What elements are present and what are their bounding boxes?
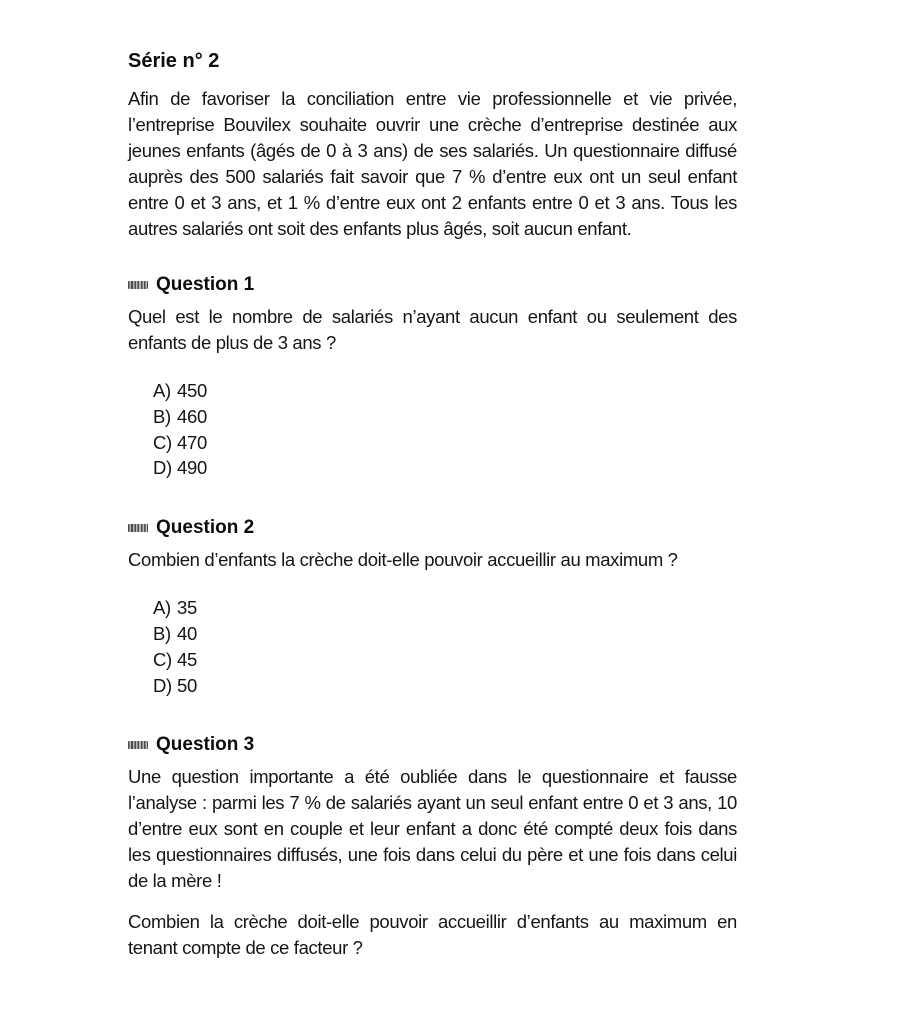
question-3-text-2: Combien la crèche doit-elle pouvoir accueillir d’enfants au maximum en tenant compte de ce facteur ?: [128, 911, 737, 959]
question-2-heading: [128, 517, 737, 539]
option-row: [153, 430, 737, 456]
question-1-options: [128, 378, 737, 481]
option-row: [153, 455, 737, 481]
option-key: B): [153, 622, 171, 644]
stripes-icon: [128, 524, 148, 532]
option-key: D): [153, 457, 172, 479]
question-1-section: [128, 274, 737, 481]
option-key: B): [153, 405, 171, 427]
option-row: [153, 378, 737, 404]
option-value: 470: [177, 431, 207, 453]
option-row: [153, 673, 737, 699]
option-value: 45: [177, 648, 197, 670]
question-2-label: Question 2: [156, 517, 255, 539]
stripes-icon: [128, 741, 148, 749]
option-value: 490: [177, 457, 207, 479]
question-2-options: [128, 595, 737, 698]
option-value: 40: [177, 622, 197, 644]
series-title: Série n° 2: [128, 50, 220, 72]
question-3-section: [128, 734, 737, 961]
option-value: 35: [177, 597, 197, 619]
question-1-heading: [128, 274, 737, 296]
option-value: 460: [177, 405, 207, 427]
option-value: 450: [177, 380, 207, 401]
option-row: [153, 404, 737, 430]
option-row: [153, 621, 737, 647]
option-row: [153, 647, 737, 673]
question-1-label: Question 1: [156, 274, 255, 295]
question-1-text: Quel est le nombre de salariés n’ayant aucun enfant ou seulement des enfants de plus de 3 ans ?: [128, 306, 737, 353]
option-value: 50: [177, 674, 197, 696]
question-3-text: Une question importante a été oubliée dans le questionnaire et fausse l’analyse : parmi les 7 % de salariés ayant un seul enfant entre 0 et 3 ans, 10 d’entre eux sont en couple et leur enfant a donc été compté deux fois dans les questionnaires diffusés, une fois dans celui du père et une fois dans celui de la mère !: [128, 766, 737, 892]
option-key: D): [153, 674, 172, 696]
option-key: C): [153, 648, 172, 670]
question-3-label: Question 3: [156, 734, 255, 756]
option-row: [153, 595, 737, 621]
intro-paragraph: Afin de favoriser la conciliation entre vie professionnelle et vie privée, l’entreprise Bouvilex souhaite ouvrir une crèche d’entreprise destinée aux jeunes enfants (âgés de 0 à 3 ans) de ses salariés. Un questionnaire diffusé auprès des 500 salariés fait savoir que 7 % d’entre eux ont un seul enfant entre 0 et 3 ans, et 1 % d’entre eux ont 2 enfants entre 0 et 3 ans. Tous les autres salariés ont soit des enfants plus âgés, soit aucun enfant.: [128, 88, 737, 239]
question-3-heading: [128, 734, 737, 756]
stripes-icon: [128, 281, 148, 289]
option-key: A): [153, 597, 171, 619]
question-2-section: [128, 517, 737, 698]
option-key: A): [153, 380, 171, 401]
option-key: C): [153, 431, 172, 453]
question-2-text: Combien d’enfants la crèche doit-elle pouvoir accueillir au maximum ?: [128, 549, 678, 571]
